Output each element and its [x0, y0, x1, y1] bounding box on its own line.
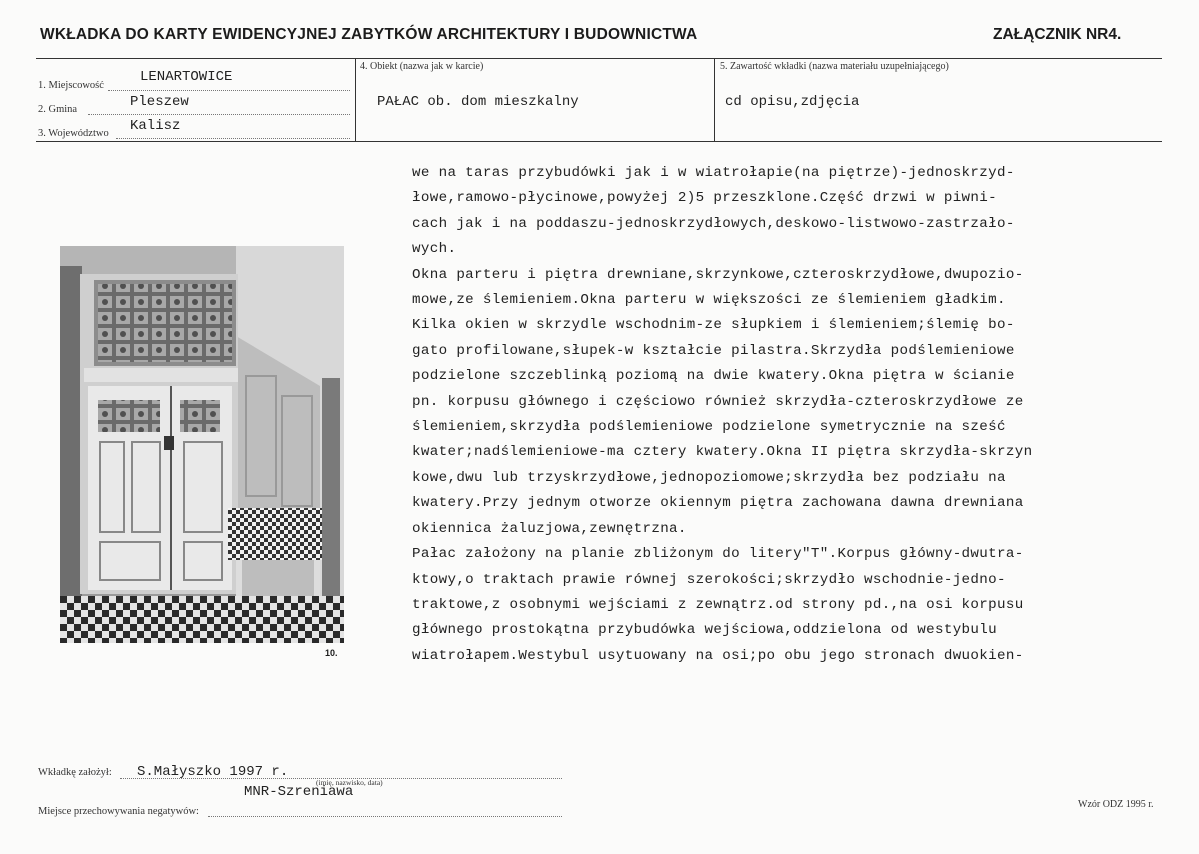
description-line: kwater;nadślemieniowe-ma cztery kwatery.Okna II piętra skrzydła-skrzyn	[412, 444, 1033, 461]
table-top-rule	[36, 58, 1162, 59]
description-line: łowe,ramowo-płycinowe,powyżej 2)5 przeszklone.Część drzwi w piwni-	[412, 190, 998, 207]
storage-label: Miejsce przechowywania negatywów:	[38, 806, 199, 817]
description-line: mowe,ze ślemieniem.Okna parteru w większości ze ślemieniem gładkim.	[412, 292, 1006, 309]
created-by-hint: (imię, nazwisko, data)	[316, 778, 383, 787]
content-value: cd opisu,zdjęcia	[725, 94, 860, 110]
province-value: Kalisz	[130, 118, 181, 134]
description-line: traktowe,z osobnymi wejściami z zewnątrz.od strony pd.,na osi korpusu	[412, 596, 1024, 613]
commune-label: 2. Gmina	[38, 104, 78, 115]
photo-doorway-image	[60, 246, 344, 643]
locality-label: 1. Miejscowość	[38, 80, 104, 91]
form-title: WKŁADKA DO KARTY EWIDENCYJNEJ ZABYTKÓW ARCHITEKTURY I BUDOWNICTWA	[40, 26, 698, 43]
column-divider-2	[714, 58, 715, 141]
locality-dotline	[108, 90, 350, 91]
description-line: ślemieniem,skrzydła podślemieniowe podzielone symetrycznie na sześć	[412, 419, 1006, 436]
content-label: 5. Zawartość wkładki (nazwa materiału uzupełniającego)	[720, 61, 949, 72]
description-line: wiatrołapem.Westybul usytuowany na osi;po obu jego stronach dwuokien-	[412, 647, 1024, 664]
object-label: 4. Obiekt (nazwa jak w karcie)	[360, 61, 484, 72]
description-line: cach jak i na poddaszu-jednoskrzydłowych,deskowo-listwowo-zastrzało-	[412, 215, 1015, 232]
description-line: gato profilowane,słupek-w kształcie pilastra.Skrzydła podślemieniowe	[412, 342, 1015, 359]
description-line: kowe,dwu lub trzyskrzydłowe,jednopoziomowe;skrzydła bez podziału na	[412, 469, 1006, 486]
annex-text: ZAŁĄCZNIK NR	[993, 26, 1109, 43]
photo-number: 10.	[325, 648, 338, 658]
description-line: kwatery.Przy jednym otworze okiennym piętra zachowana dawna drewniana	[412, 495, 1024, 512]
annex-number: 4.	[1108, 26, 1122, 43]
description-text	[412, 161, 1172, 669]
object-value: PAŁAC ob. dom mieszkalny	[377, 94, 579, 110]
created-by-label: Wkładkę założył:	[38, 767, 112, 778]
table-bottom-rule	[36, 141, 1162, 142]
description-line: we na taras przybudówki jak i w wiatrołapie(na piętrze)-jednoskrzyd-	[412, 165, 1015, 181]
description-line: wych.	[412, 241, 457, 258]
locality-value: LENARTOWICE	[140, 69, 233, 85]
form-code: Wzór ODZ 1995 r.	[1078, 799, 1154, 810]
description-line: głównego prostokątna przybudówka wejściowa,oddzielona od westybulu	[412, 622, 998, 639]
storage-dotline	[208, 816, 562, 817]
province-dotline	[116, 138, 350, 139]
photo-doorway	[60, 246, 344, 643]
commune-dotline	[88, 114, 350, 115]
description-line: Pałac założony na planie zbliżonym do litery"T".Korpus główny-dwutra-	[412, 546, 1024, 563]
annex-label	[993, 26, 1121, 44]
description-line: ktowy,o traktach prawie równej szerokości;skrzydło wschodnie-jedno-	[412, 571, 1006, 588]
province-label: 3. Województwo	[38, 128, 109, 139]
storage-value: MNR-Szreniawa	[244, 784, 354, 800]
description-line: Okna parteru i piętra drewniane,skrzynkowe,czteroskrzydłowe,dwupozio-	[412, 266, 1024, 283]
description-line: pn. korpusu głównego i częściowo również skrzydła-czteroskrzydłowe ze	[412, 393, 1024, 410]
description-line: okiennica żaluzjowa,zewnętrzna.	[412, 520, 687, 537]
created-by-value: S.Małyszko 1997 r.	[137, 764, 289, 780]
commune-value: Pleszew	[130, 94, 189, 110]
description-line: Kilka okien w skrzydle wschodnim-ze słupkiem i ślemieniem;ślemię bo-	[412, 317, 1015, 334]
description-line: podzielone szczeblinką poziomą na dwie kwatery.Okna piętra w ścianie	[412, 368, 1015, 385]
column-divider-1	[355, 58, 356, 141]
